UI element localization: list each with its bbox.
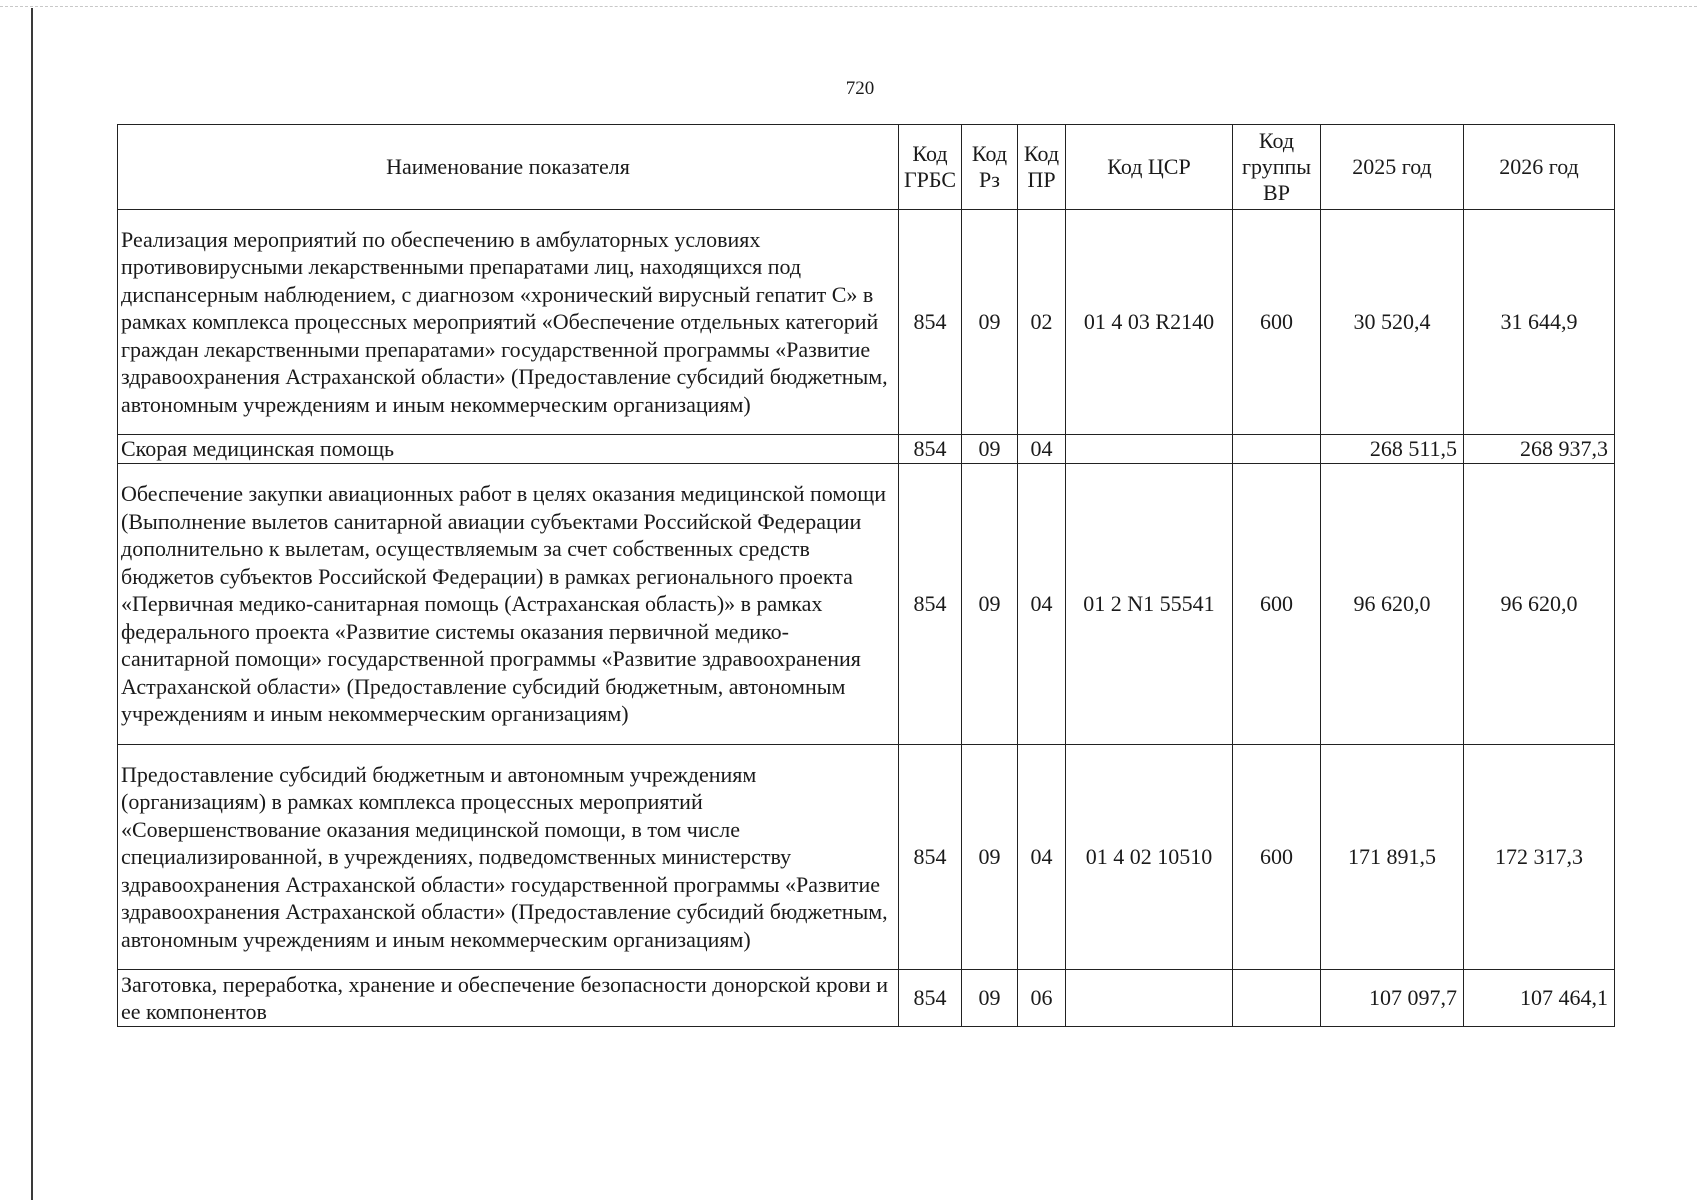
cell-pr: 04 (1018, 745, 1066, 970)
cell-csr: 01 2 N1 55541 (1066, 464, 1233, 745)
header-csr: Код ЦСР (1066, 125, 1233, 210)
binding-margin-line (31, 8, 33, 1200)
page-number: 720 (845, 78, 875, 99)
cell-grbs: 854 (899, 435, 962, 464)
header-vr: Код группы ВР (1233, 125, 1321, 210)
cell-2025: 268 511,5 (1321, 435, 1464, 464)
cell-csr (1066, 970, 1233, 1027)
cell-2025: 171 891,5 (1321, 745, 1464, 970)
header-2026: 2026 год (1464, 125, 1615, 210)
cell-pr: 02 (1018, 210, 1066, 435)
table-row (118, 745, 1615, 970)
cell-vr: 600 (1233, 210, 1321, 435)
cell-2026: 31 644,9 (1464, 210, 1615, 435)
cell-name: Обеспечение закупки авиационных работ в целях оказания медицинской помощи (Выполнение вылетов санитарной авиации субъектами Российской Федерации дополнительно к вылетам, осуществляемым за счет собственных средств бюджетов субъектов Российской Федерации) в рамках регионального проекта «Первичная медико-санитарная помощь (Астраханская область)» в рамках федерального проекта «Развитие системы оказания первичной медико-санитарной помощи» государственной программы «Развитие здравоохранения Астраханской области» (Предоставление субсидий бюджетным, автономным учреждениям и иным некоммерческим организациям) (118, 464, 899, 745)
cell-rz: 09 (962, 210, 1018, 435)
cell-2026: 107 464,1 (1464, 970, 1615, 1027)
cell-pr: 04 (1018, 435, 1066, 464)
cell-pr: 06 (1018, 970, 1066, 1027)
cell-pr: 04 (1018, 464, 1066, 745)
cell-vr: 600 (1233, 745, 1321, 970)
cell-grbs: 854 (899, 210, 962, 435)
table-row (118, 435, 1615, 464)
cell-vr (1233, 970, 1321, 1027)
table-row (118, 210, 1615, 435)
cell-2025: 107 097,7 (1321, 970, 1464, 1027)
cell-grbs: 854 (899, 745, 962, 970)
cell-rz: 09 (962, 464, 1018, 745)
cell-rz: 09 (962, 745, 1018, 970)
cell-rz: 09 (962, 970, 1018, 1027)
cell-name: Заготовка, переработка, хранение и обеспечение безопасности донорской крови и ее компонентов (118, 970, 899, 1027)
cell-2026: 268 937,3 (1464, 435, 1615, 464)
cell-name: Предоставление субсидий бюджетным и автономным учреждениям (организациям) в рамках комплекса процессных мероприятий «Совершенствование оказания медицинской помощи, в том числе специализированной, в учреждениях, подведомственных министерству здравоохранения Астраханской области» государственной программы «Развитие здравоохранения Астраханской области» (Предоставление субсидий бюджетным, автономным учреждениям и иным некоммерческим организациям) (118, 745, 899, 970)
table-row (118, 970, 1615, 1027)
table-header (118, 125, 1615, 210)
cell-csr (1066, 435, 1233, 464)
cell-rz: 09 (962, 435, 1018, 464)
cell-2026: 172 317,3 (1464, 745, 1615, 970)
header-name: Наименование показателя (118, 125, 899, 210)
cell-grbs: 854 (899, 970, 962, 1027)
header-grbs: Код ГРБС (899, 125, 962, 210)
header-pr: Код ПР (1018, 125, 1066, 210)
header-rz: Код Рз (962, 125, 1018, 210)
header-2025: 2025 год (1321, 125, 1464, 210)
table-row (118, 464, 1615, 745)
cell-grbs: 854 (899, 464, 962, 745)
cell-2025: 30 520,4 (1321, 210, 1464, 435)
cell-name: Скорая медицинская помощь (118, 435, 899, 464)
cell-csr: 01 4 02 10510 (1066, 745, 1233, 970)
cell-vr: 600 (1233, 464, 1321, 745)
cell-csr: 01 4 03 R2140 (1066, 210, 1233, 435)
cell-2026: 96 620,0 (1464, 464, 1615, 745)
cell-2025: 96 620,0 (1321, 464, 1464, 745)
cell-vr (1233, 435, 1321, 464)
budget-table (117, 124, 1615, 1027)
cell-name: Реализация мероприятий по обеспечению в амбулаторных условиях противовирусными лекарственными препаратами лиц, находящихся под диспансерным наблюдением, с диагнозом «хронический вирусный гепатит С» в рамках комплекса процессных мероприятий «Обеспечение отдельных категорий граждан лекарственными препаратами» государственной программы «Развитие здравоохранения Астраханской области» (Предоставление субсидий бюджетным, автономным учреждениям и иным некоммерческим организациям) (118, 210, 899, 435)
scan-top-edge (0, 6, 1697, 7)
